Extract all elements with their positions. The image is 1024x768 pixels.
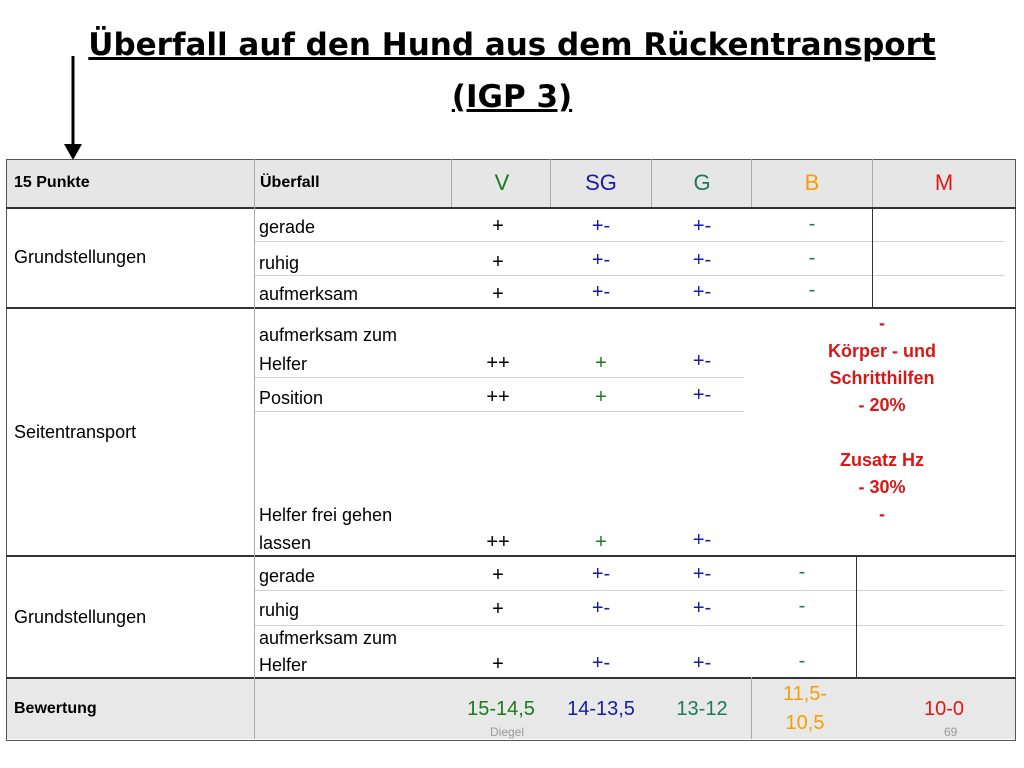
- row-mark-sg: +: [595, 531, 607, 553]
- page-number: 69: [944, 725, 958, 739]
- note-dash: -: [879, 313, 885, 333]
- note-text: Zusatz Hz: [839, 450, 924, 470]
- row-mark-sg: +-: [591, 249, 611, 271]
- section-divider-1: [6, 307, 1016, 309]
- footer-range-g: 13-12: [676, 698, 728, 720]
- footer-range-b: 11,5-: [782, 683, 828, 705]
- row-divider: [254, 241, 1004, 242]
- row-mark-g: +-: [692, 281, 712, 303]
- row-label: Helfer frei gehen: [259, 505, 393, 525]
- row-mark-sg: +: [595, 352, 607, 374]
- section-label-grundstellungen: Grundstellungen: [14, 607, 147, 627]
- column-divider: [254, 159, 255, 739]
- row-mark-v: ++: [486, 386, 510, 408]
- column-divider: [872, 207, 873, 307]
- row-mark-v: +: [492, 564, 504, 586]
- note-dash: -: [879, 504, 885, 524]
- row-mark-g: +-: [692, 529, 712, 551]
- row-label: Helfer: [259, 354, 308, 374]
- footer-range-sg: 14-13,5: [567, 698, 635, 720]
- row-mark-g: +-: [692, 597, 712, 619]
- section-divider-2: [6, 555, 1016, 557]
- row-mark-g: +-: [692, 652, 712, 674]
- row-mark-v: +: [492, 251, 504, 273]
- header-grade-g: G: [693, 170, 711, 195]
- row-mark-b: -: [808, 279, 816, 301]
- column-divider: [872, 159, 873, 207]
- row-divider: [254, 590, 1004, 591]
- header-grade-b: B: [804, 170, 820, 195]
- row-mark-g: +-: [692, 384, 712, 406]
- row-mark-b: -: [798, 595, 806, 617]
- row-mark-v: +: [492, 598, 504, 620]
- row-divider: [254, 411, 744, 412]
- row-mark-sg: +-: [591, 215, 611, 237]
- header-divider: [6, 207, 1016, 209]
- slide-subtitle: (IGP 3): [451, 79, 573, 115]
- down-arrow-icon: [58, 56, 88, 162]
- row-mark-v: ++: [486, 352, 510, 374]
- row-label: Position: [259, 388, 324, 408]
- row-mark-sg: +-: [591, 281, 611, 303]
- row-label: aufmerksam zum: [259, 325, 398, 345]
- row-mark-g: +-: [692, 563, 712, 585]
- footer-range-v: 15-14,5: [467, 698, 535, 720]
- grading-table: [6, 159, 1016, 741]
- row-divider: [254, 275, 1004, 276]
- row-label: lassen: [259, 533, 312, 553]
- footer-label: Bewertung: [14, 700, 97, 717]
- footer-divider: [6, 677, 1016, 679]
- header-grade-sg: SG: [585, 170, 617, 195]
- row-label: aufmerksam zum: [259, 628, 398, 648]
- slide-title: Überfall auf den Hund aus dem Rückentransport: [88, 27, 936, 63]
- row-mark-v: +: [492, 653, 504, 675]
- row-mark-sg: +: [595, 386, 607, 408]
- row-mark-b: -: [808, 213, 816, 235]
- footer-range-b: 10,5: [785, 712, 825, 734]
- row-label: ruhig: [259, 253, 300, 273]
- column-divider: [856, 555, 857, 677]
- row-mark-b: -: [808, 247, 816, 269]
- header-grade-m: M: [934, 170, 954, 195]
- author-footer: Diegel: [490, 725, 525, 739]
- row-mark-v: ++: [486, 531, 510, 553]
- footer-range-m: 10-0: [923, 698, 965, 720]
- row-mark-sg: +-: [591, 597, 611, 619]
- row-mark-b: -: [798, 650, 806, 672]
- header-points: 15 Punkte: [14, 174, 90, 191]
- section-label-grundstellungen: Grundstellungen: [14, 247, 147, 267]
- row-label: aufmerksam: [259, 284, 359, 304]
- row-divider: [254, 377, 744, 378]
- note-text: - 20%: [858, 395, 906, 415]
- note-text: - 30%: [858, 477, 906, 497]
- note-text: Körper - und: [828, 341, 936, 361]
- row-mark-v: +: [492, 283, 504, 305]
- row-label: gerade: [259, 217, 316, 237]
- row-mark-sg: +-: [591, 652, 611, 674]
- row-mark-sg: +-: [591, 563, 611, 585]
- section-label-seitentransport: Seitentransport: [14, 422, 137, 442]
- row-label: Helfer: [259, 655, 308, 675]
- row-mark-v: +: [492, 215, 504, 237]
- row-label: gerade: [259, 566, 316, 586]
- row-mark-b: -: [798, 561, 806, 583]
- row-mark-g: +-: [692, 215, 712, 237]
- header-grade-v: V: [494, 170, 510, 195]
- note-text: Schritthilfen: [829, 368, 935, 388]
- row-mark-g: +-: [692, 249, 712, 271]
- row-label: ruhig: [259, 600, 300, 620]
- row-mark-g: +-: [692, 350, 712, 372]
- header-exercise: Überfall: [260, 174, 320, 191]
